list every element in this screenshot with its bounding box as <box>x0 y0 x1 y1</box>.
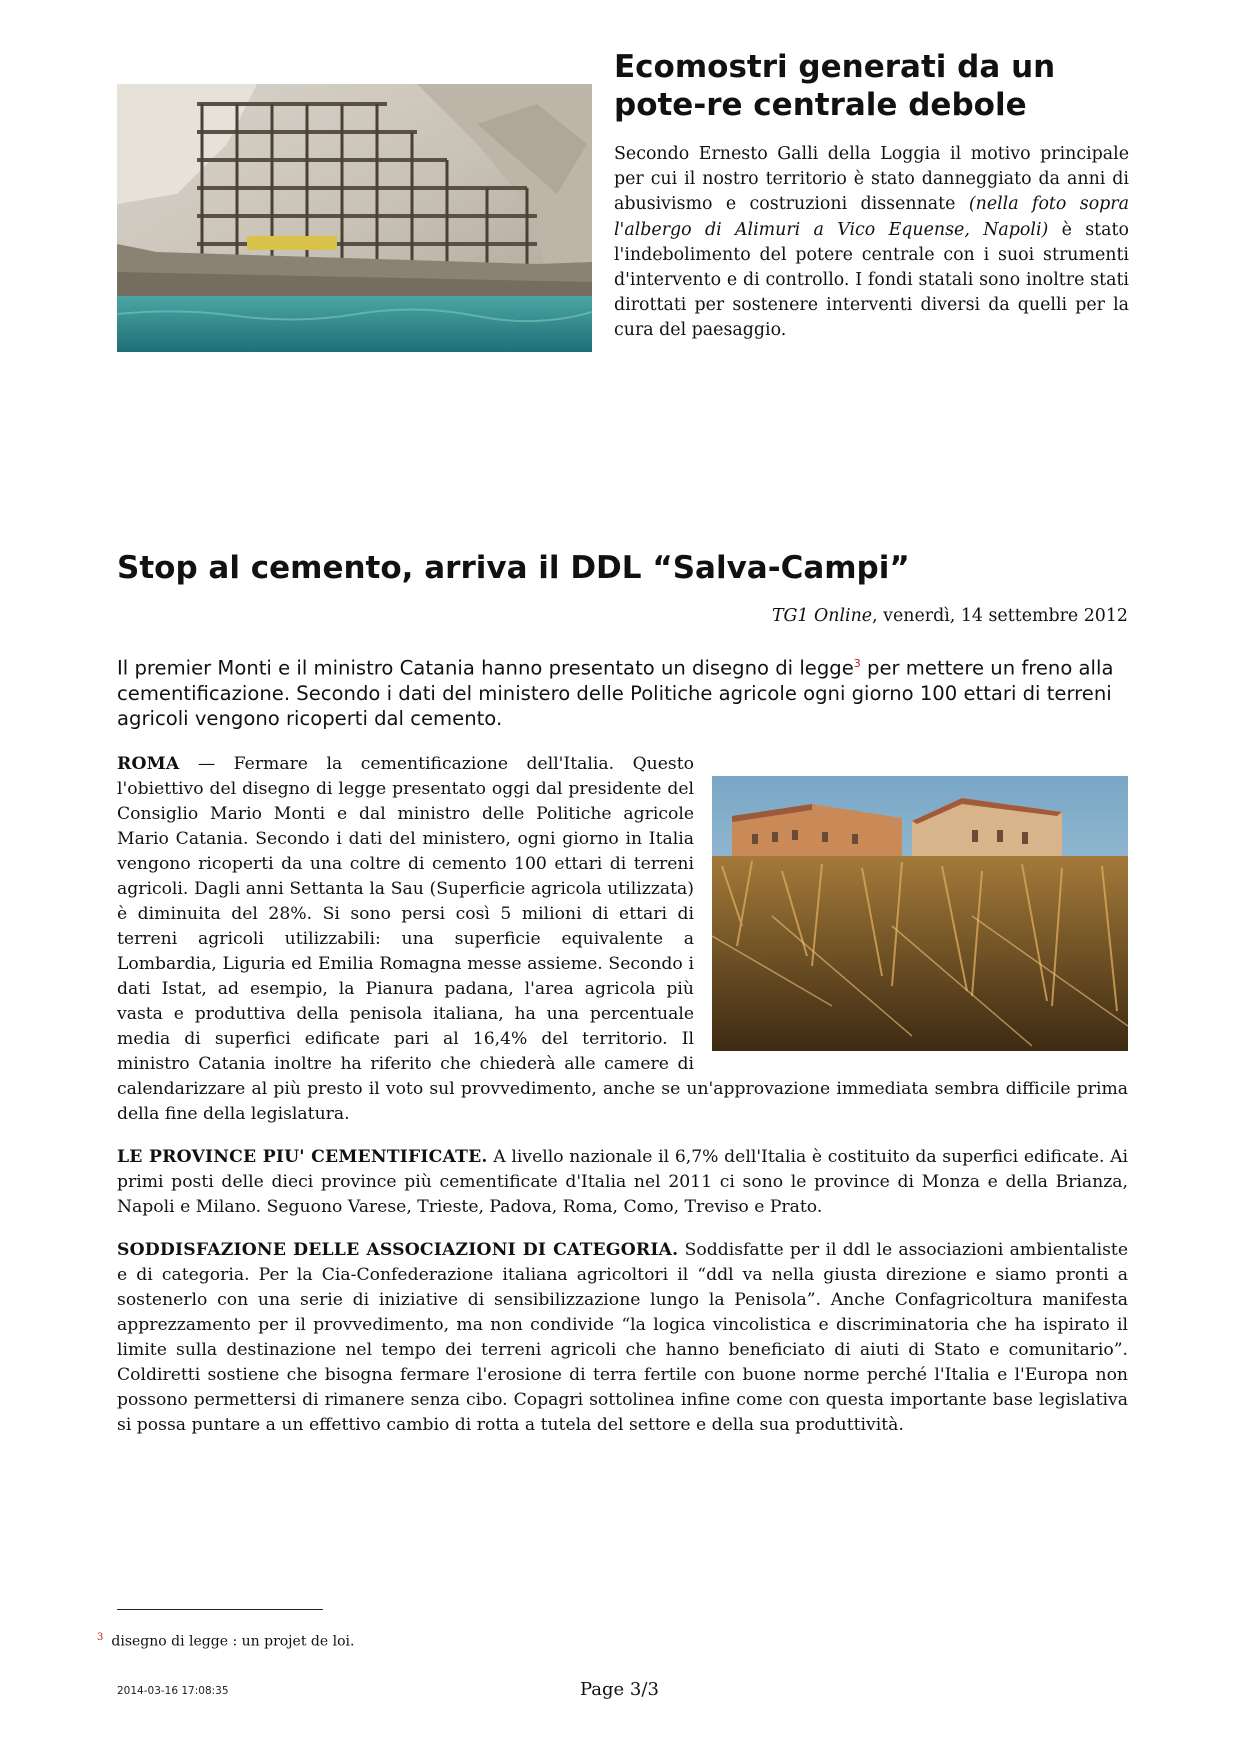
source-name: TG1 Online <box>771 606 873 626</box>
paragraph-associazioni <box>117 1238 1128 1438</box>
body-text: è stato l'indebolimento del potere centrale con i suoi strumenti d'intervento e di controllo. I fondi statali sono inoltre stati dirottati per sostenere interventi diversi da quelli per la cura del paesaggio. <box>614 219 1129 341</box>
paragraph-text: — Fermare la cementificazione dell'Italia. Questo l'obiettivo del disegno di legge presentato oggi dal presidente del Consiglio Mario Monti e dal ministro delle Politiche agricole Mario Catania. Secondo i dati del ministero, ogni giorno in Italia vengono ricoperti da una coltre di cemento 100 ettari di terreni agricoli. Dagli anni Settanta la Sau (Superficie agricola utilizzata) è diminuita del 28%. Si sono persi così 5 milioni di ettari di terreni agricoli utilizzabili: una superficie equivalente a Lombardia, Liguria ed Emilia Romagna messe assieme. Secondo i dati Istat, ad esempio, la Pianura padana, l'area agricola più vasta e produttiva della penisola italiana, ha una percentuale media di superfici edificate pari al 16,4% del territorio. Il ministro Catania inoltre ha riferito che chiederà alle camere di calendarizzare al più presto il voto sul provvedimento, anche se un'approvazione immediata sembra difficile prima della fine della legislatura. <box>117 754 1128 1124</box>
paragraph-label: SODDISFAZIONE DELLE ASSOCIAZIONI DI CATEGORIA. <box>117 1240 679 1260</box>
article-title-ecomostri: Ecomostri generati da un pote-re centrale debole <box>614 49 1056 123</box>
alimuri-hotel-photo <box>117 84 592 352</box>
source-date: , venerdì, 14 settembre 2012 <box>872 606 1128 626</box>
paragraph-text: A livello nazionale il 6,7% dell'Italia è costituito da superfici edificate. Ai primi posti delle dieci province più cementificate d'Italia nel 2011 ci sono le province di Monza e della Brianza, Napoli e Milano. Seguono Varese, Trieste, Padova, Roma, Como, Treviso e Prato. <box>117 1147 1128 1217</box>
footnote <box>97 1628 354 1652</box>
paragraph-province <box>117 1145 1128 1220</box>
article-source <box>772 604 1128 628</box>
footnote-rule <box>117 1609 323 1610</box>
paragraph-text: Soddisfatte per il ddl le associazioni ambientaliste e di categoria. Per la Cia-Confederazione italiana agricoltori il “ddl va nella giusta direzione e siamo pronti a sostenerlo con una serie di iniziative di sensibilizzazione lungo la Penisola”. Anche Confagricoltura manifesta apprezzamento per il provvedimento, ma non condivide “la logica vincolistica e discriminatoria che ha ispirato il limite sulla destinazione nel tempo dei terreni agricoli che hanno beneficiato di aiuti di Stato e comunitario”. Coldiretti sostiene che bisogna fermare l'erosione di terra fertile con buone norme perché l'Italia e l'Europa non possono permettersi di rimanere senza cibo. Copagri sottolinea infine come con questa importante base legislativa si possa puntare a un effettivo cambio di rotta a tutela del settore e della sua produttività. <box>117 1240 1128 1435</box>
lead-text: Il premier Monti e il ministro Catania hanno presentato un disegno di legge <box>117 656 854 680</box>
paragraph-label: LE PROVINCE PIU' CEMENTIFICATE. <box>117 1147 488 1167</box>
photo-caption-italic: (nella foto sopra l'albergo di Alimuri a Vico Equense, Napoli) <box>614 194 1129 240</box>
photo-placeholder <box>714 752 1128 1064</box>
print-timestamp: 2014-03-16 17:08:35 <box>117 1685 229 1697</box>
footnote-mark: 3 <box>97 1632 104 1643</box>
footnote-reference[interactable]: 3 <box>853 657 861 670</box>
article-title-salva-campi: Stop al cemento, arriva il DDL “Salva-Campi” <box>117 550 910 586</box>
article-lead <box>117 651 1128 731</box>
lead-text: per mettere un freno alla cementificazione. Secondo i dati del ministero delle Politiche agricole ogni giorno 100 ettari di terreni agricoli vengono ricoperti dal cemento. <box>117 656 1114 730</box>
article-body-ecomostri <box>614 142 1129 344</box>
body-text: Secondo Ernesto Galli della Loggia il motivo principale per cui il nostro territorio è stato danneggiato da anni di abusivismo e costruzioni dissennate <box>614 144 1129 215</box>
alimuri-hotel-image <box>117 84 592 352</box>
page-number: Page 3/3 <box>580 1679 659 1700</box>
footnote-text: disegno di legge : un projet de loi. <box>111 1633 355 1650</box>
paragraph-label: ROMA <box>117 754 180 774</box>
article-body-salva-campi <box>117 752 1128 1456</box>
